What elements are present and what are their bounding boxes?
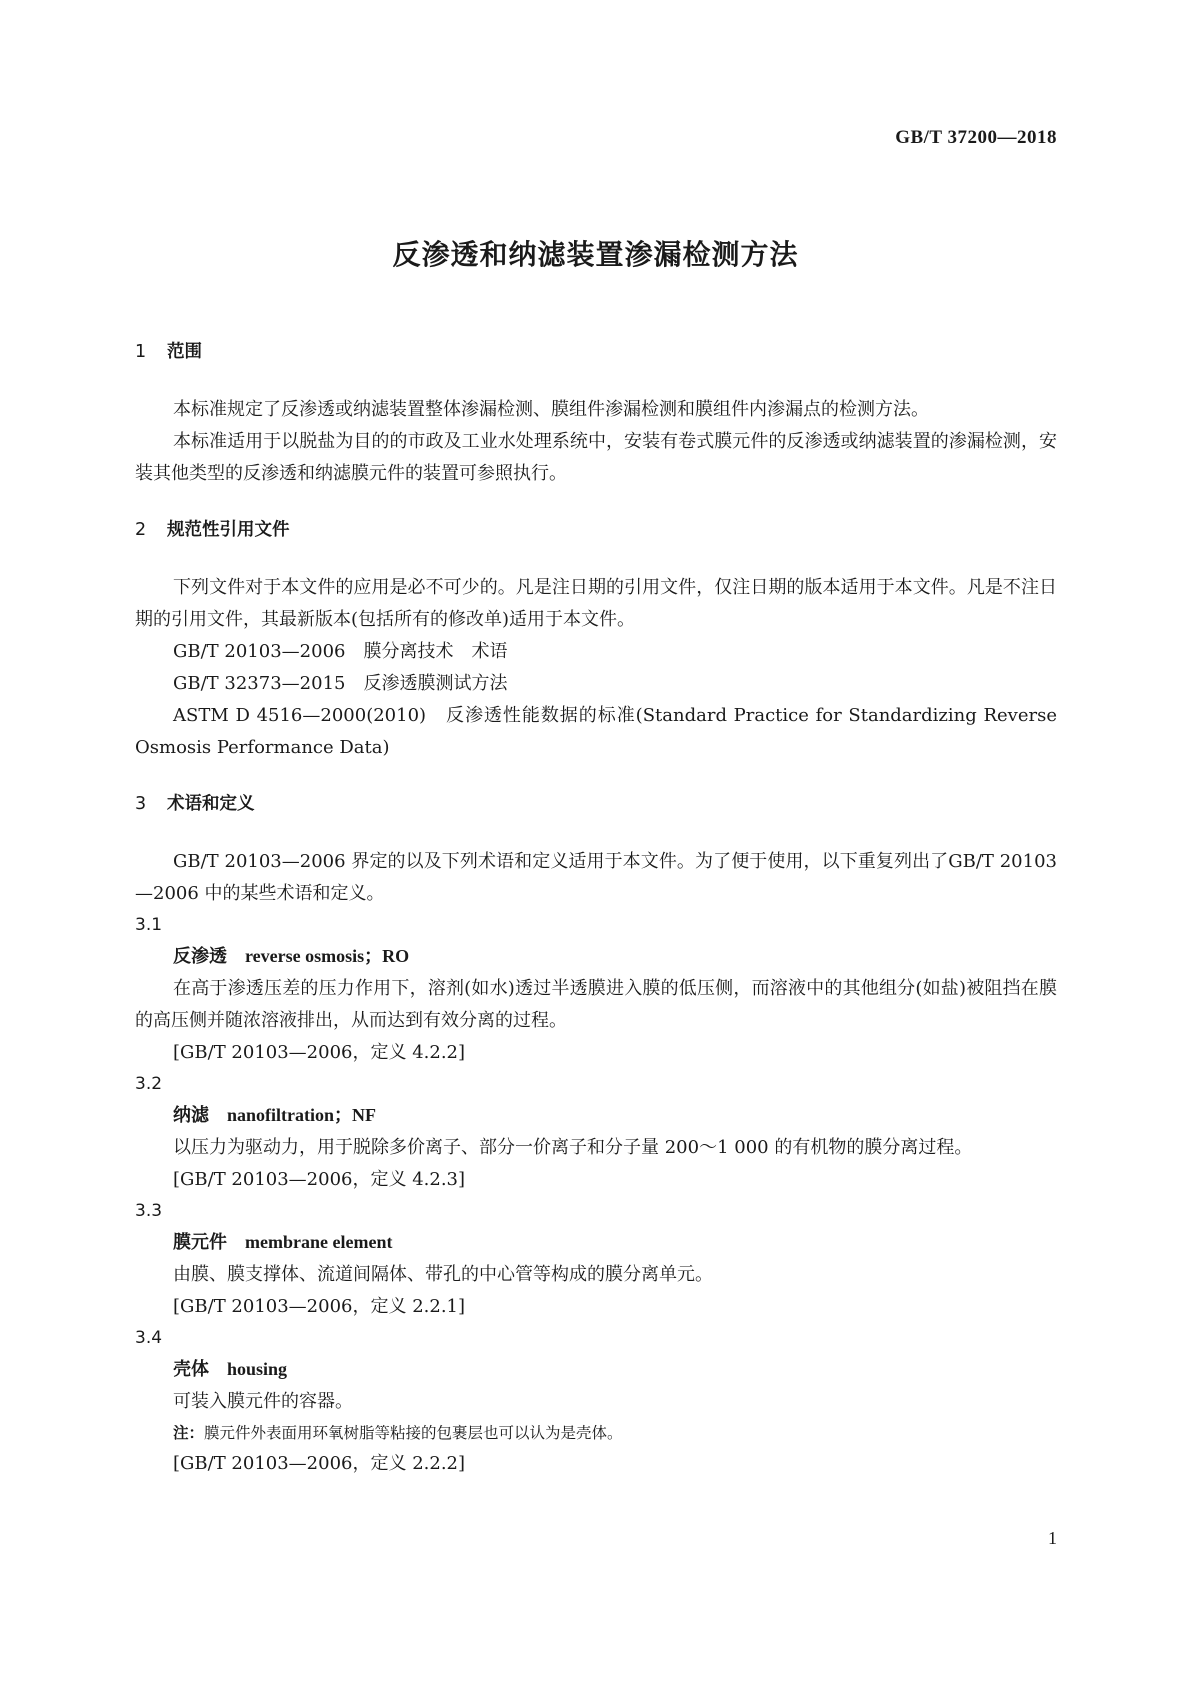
section-title: 范围 (167, 342, 202, 362)
term-zh: 反渗透 (173, 946, 227, 967)
note-text: 膜元件外表面用环氧树脂等粘接的包裹层也可以认为是壳体。 (204, 1424, 623, 1442)
term-heading (135, 940, 1057, 973)
term-source: [GB/T 20103—2006，定义 4.2.2] (173, 1042, 466, 1063)
reference-item: GB/T 20103—2006 膜分离技术 术语 (173, 641, 508, 662)
note-label: 注： (173, 1424, 205, 1442)
reference-item: GB/T 32373—2015 反渗透膜测试方法 (173, 673, 508, 694)
term-definition: 以压力为驱动力，用于脱除多价离子、部分一价离子和分子量 200～1 000 的有机物的膜分离过程。 (173, 1137, 973, 1158)
term-en: nanofiltration；NF (227, 1105, 377, 1125)
section-number: 1 (135, 342, 147, 362)
paragraph: 本标准规定了反渗透或纳滤装置整体渗漏检测、膜组件渗漏检测和膜组件内渗漏点的检测方法。 (173, 399, 929, 420)
section-title: 术语和定义 (167, 794, 255, 814)
term-source: [GB/T 20103—2006，定义 2.2.2] (173, 1453, 466, 1474)
term-heading (135, 1226, 1057, 1259)
term-zh: 壳体 (173, 1359, 209, 1380)
term-definition: 由膜、膜支撑体、流道间隔体、带孔的中心管等构成的膜分离单元。 (173, 1264, 713, 1285)
section-number: 3 (135, 794, 147, 814)
section-heading-terms-definitions (135, 792, 1057, 816)
term-number: 3.1 (135, 915, 163, 935)
term-zh: 膜元件 (173, 1232, 227, 1253)
paragraph: GB/T 20103—2006 界定的以及下列术语和定义适用于本文件。为了便于使用，以下重复列出了GB/T 20103—2006 中的某些术语和定义。 (135, 851, 1057, 904)
document-body (135, 340, 1057, 1480)
term-number: 3.3 (135, 1201, 163, 1221)
term-source: [GB/T 20103—2006，定义 2.2.1] (173, 1296, 466, 1317)
paragraph: 下列文件对于本文件的应用是必不可少的。凡是注日期的引用文件，仅注日期的版本适用于本文件。凡是不注日期的引用文件，其最新版本(包括所有的修改单)适用于本文件。 (135, 577, 1057, 630)
term-source: [GB/T 20103—2006，定义 4.2.3] (173, 1169, 466, 1190)
section-title: 规范性引用文件 (167, 520, 290, 540)
term-heading (135, 1099, 1057, 1132)
term-note (135, 1418, 1057, 1448)
term-number: 3.4 (135, 1328, 163, 1348)
section-heading-normative-references (135, 518, 1057, 542)
section-number: 2 (135, 520, 147, 540)
document-title: 反渗透和纳滤装置渗漏检测方法 (392, 238, 799, 271)
paragraph: 本标准适用于以脱盐为目的的市政及工业水处理系统中，安装有卷式膜元件的反渗透或纳滤装置的渗漏检测，安装其他类型的反渗透和纳滤膜元件的装置可参照执行。 (135, 431, 1057, 484)
term-heading (135, 1353, 1057, 1386)
term-definition: 在高于渗透压差的压力作用下，溶剂(如水)透过半透膜进入膜的低压侧，而溶液中的其他组分(如盐)被阻挡在膜的高压侧并随浓溶液排出，从而达到有效分离的过程。 (135, 978, 1057, 1031)
standard-code: GB/T 37200—2018 (895, 127, 1057, 148)
term-definition: 可装入膜元件的容器。 (173, 1391, 353, 1412)
reference-item: ASTM D 4516—2000(2010) 反渗透性能数据的标准(Standard Practice for Standardizing Reverse Osmosis Performance Data) (135, 705, 1057, 758)
term-number: 3.2 (135, 1074, 163, 1094)
page-number: 1 (1048, 1528, 1057, 1548)
term-en: membrane element (245, 1232, 393, 1252)
term-en: housing (227, 1359, 288, 1379)
term-en: reverse osmosis；RO (245, 946, 410, 966)
term-zh: 纳滤 (173, 1105, 209, 1126)
section-heading-scope (135, 340, 1057, 364)
